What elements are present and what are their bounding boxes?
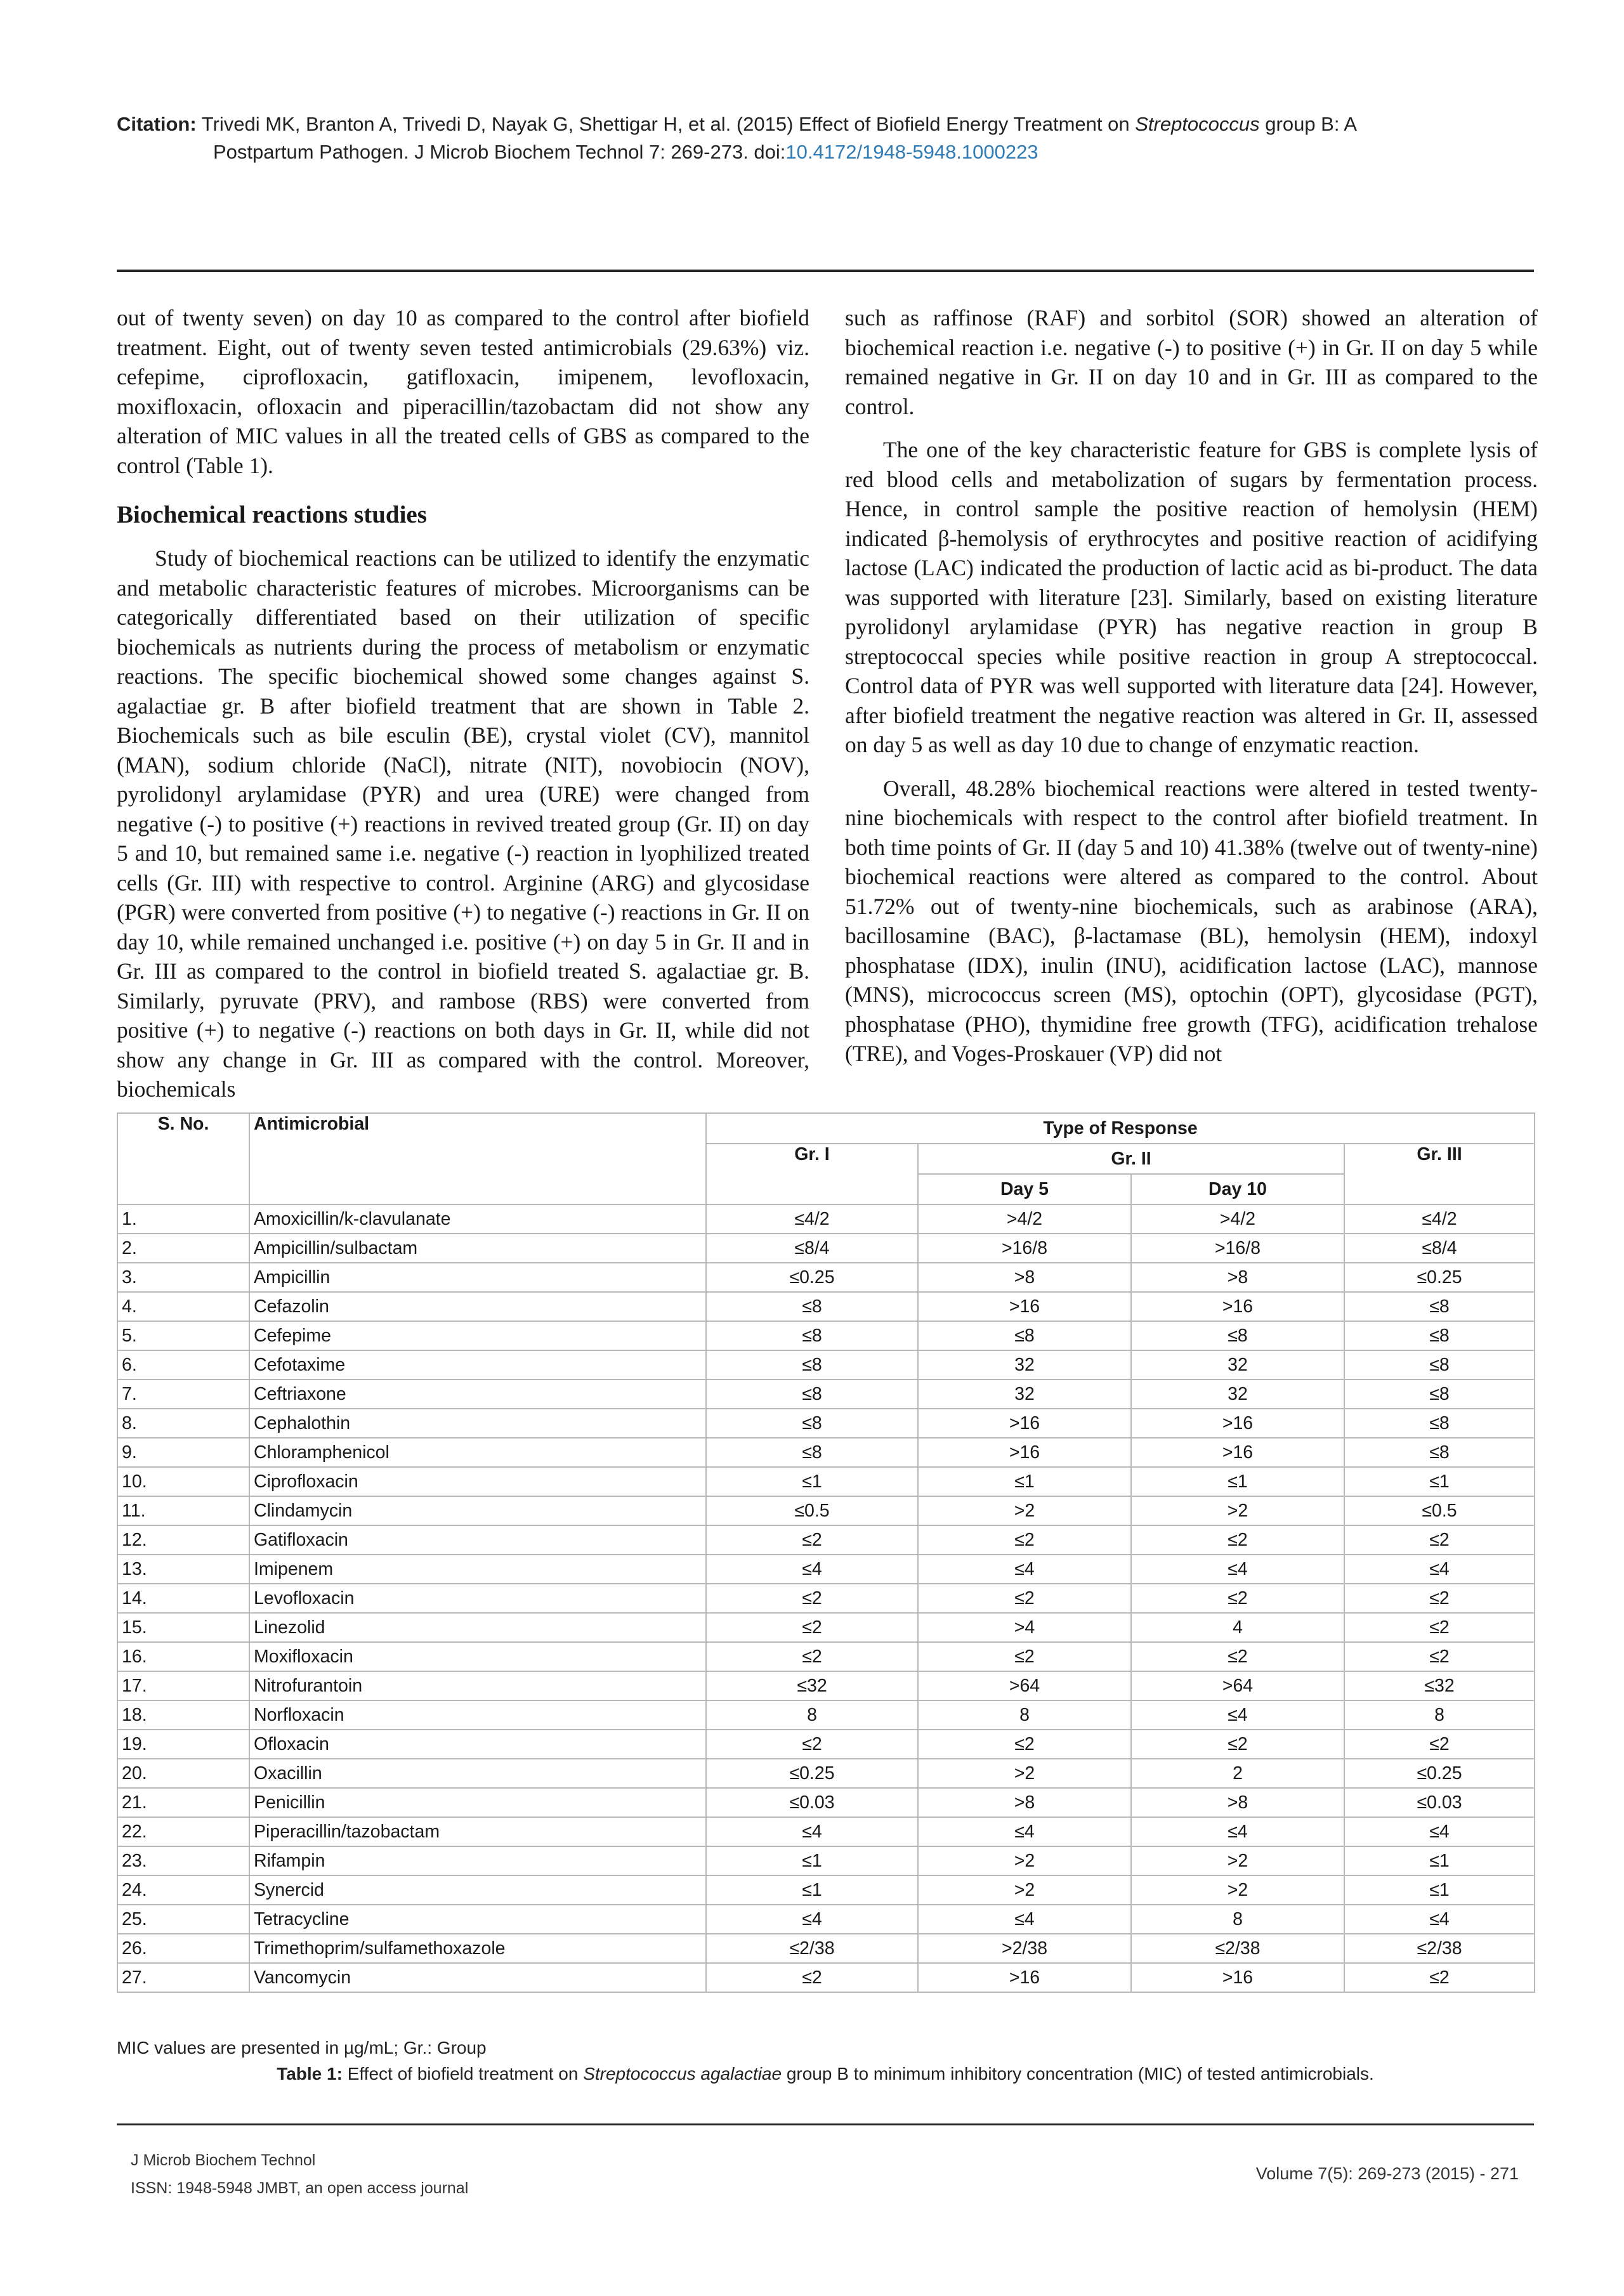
sno-cell: 26. bbox=[117, 1934, 249, 1963]
table-row bbox=[117, 1292, 1535, 1321]
gr1-cell: ≤8 bbox=[706, 1409, 918, 1438]
antimicrobial-cell: Vancomycin bbox=[249, 1963, 706, 1992]
gr2-day5-cell: ≤2 bbox=[918, 1730, 1131, 1759]
gr3-cell: ≤2 bbox=[1344, 1963, 1535, 1992]
gr2-day5-cell: >16/8 bbox=[918, 1234, 1131, 1263]
gr2-day5-cell: >4/2 bbox=[918, 1204, 1131, 1234]
gr2-day5-cell: >16 bbox=[918, 1963, 1131, 1992]
gr3-cell: ≤0.03 bbox=[1344, 1788, 1535, 1817]
gr3-cell: ≤4 bbox=[1344, 1555, 1535, 1584]
sno-cell: 12. bbox=[117, 1525, 249, 1555]
mic-table bbox=[117, 1112, 1535, 1993]
gr2-day5-cell: ≤2 bbox=[918, 1584, 1131, 1613]
table-row bbox=[117, 1934, 1535, 1963]
doi-link[interactable]: 10.4172/1948-5948.1000223 bbox=[785, 141, 1038, 163]
gr2-day10-cell: ≤1 bbox=[1131, 1467, 1344, 1496]
gr3-cell: 8 bbox=[1344, 1700, 1535, 1730]
antimicrobial-cell: Piperacillin/tazobactam bbox=[249, 1817, 706, 1846]
gr1-cell: ≤1 bbox=[706, 1875, 918, 1905]
gr3-cell: ≤2 bbox=[1344, 1584, 1535, 1613]
gr2-day10-cell: 32 bbox=[1131, 1350, 1344, 1380]
gr2-day10-cell: ≤2/38 bbox=[1131, 1934, 1344, 1963]
gr3-cell: ≤4 bbox=[1344, 1817, 1535, 1846]
gr1-cell: ≤8 bbox=[706, 1292, 918, 1321]
antimicrobial-cell: Linezolid bbox=[249, 1613, 706, 1642]
gr2-day5-cell: >8 bbox=[918, 1788, 1131, 1817]
header-day5: Day 5 bbox=[918, 1174, 1131, 1204]
gr3-cell: ≤0.25 bbox=[1344, 1759, 1535, 1788]
gr2-day5-cell: ≤4 bbox=[918, 1555, 1131, 1584]
gr2-day10-cell: ≤4 bbox=[1131, 1700, 1344, 1730]
gr2-day10-cell: >4/2 bbox=[1131, 1204, 1344, 1234]
gr2-day5-cell: >4 bbox=[918, 1613, 1131, 1642]
table-row bbox=[117, 1263, 1535, 1292]
sno-cell: 10. bbox=[117, 1467, 249, 1496]
gr2-day5-cell: 8 bbox=[918, 1700, 1131, 1730]
left-column bbox=[117, 303, 809, 1104]
table-row bbox=[117, 1234, 1535, 1263]
gr2-day10-cell: >8 bbox=[1131, 1263, 1344, 1292]
gr1-cell: ≤2 bbox=[706, 1613, 918, 1642]
gr2-day5-cell: >16 bbox=[918, 1409, 1131, 1438]
sno-cell: 24. bbox=[117, 1875, 249, 1905]
gr1-cell: ≤8/4 bbox=[706, 1234, 918, 1263]
gr3-cell: ≤2 bbox=[1344, 1525, 1535, 1555]
sno-cell: 18. bbox=[117, 1700, 249, 1730]
table-row bbox=[117, 1438, 1535, 1467]
table-row bbox=[117, 1759, 1535, 1788]
gr1-cell: ≤8 bbox=[706, 1380, 918, 1409]
antimicrobial-cell: Ampicillin/sulbactam bbox=[249, 1234, 706, 1263]
header-day10: Day 10 bbox=[1131, 1174, 1344, 1204]
sno-cell: 7. bbox=[117, 1380, 249, 1409]
citation-label: Citation: bbox=[117, 113, 197, 135]
antimicrobial-cell: Rifampin bbox=[249, 1846, 706, 1875]
table-caption bbox=[117, 2064, 1534, 2084]
gr2-day5-cell: >2 bbox=[918, 1846, 1131, 1875]
table-row bbox=[117, 1613, 1535, 1642]
antimicrobial-cell: Synercid bbox=[249, 1875, 706, 1905]
sno-cell: 21. bbox=[117, 1788, 249, 1817]
gr3-cell: ≤0.5 bbox=[1344, 1496, 1535, 1525]
gr2-day5-cell: ≤2 bbox=[918, 1642, 1131, 1671]
caption-italic: Streptococcus agalactiae bbox=[583, 2064, 782, 2084]
sno-cell: 15. bbox=[117, 1613, 249, 1642]
citation-line2: Postpartum Pathogen. J Microb Biochem Technol 7: 269-273. doi: bbox=[213, 141, 786, 163]
citation bbox=[117, 110, 1538, 166]
gr2-day5-cell: ≤4 bbox=[918, 1817, 1131, 1846]
antimicrobial-cell: Levofloxacin bbox=[249, 1584, 706, 1613]
gr1-cell: ≤2 bbox=[706, 1730, 918, 1759]
gr2-day5-cell: >16 bbox=[918, 1438, 1131, 1467]
antimicrobial-cell: Ampicillin bbox=[249, 1263, 706, 1292]
gr1-cell: ≤0.03 bbox=[706, 1788, 918, 1817]
citation-line1-end: group B: A bbox=[1259, 113, 1358, 135]
table-row bbox=[117, 1525, 1535, 1555]
gr1-cell: ≤4 bbox=[706, 1817, 918, 1846]
table-row bbox=[117, 1846, 1535, 1875]
gr2-day5-cell: ≤8 bbox=[918, 1321, 1131, 1350]
caption-pre: Effect of biofield treatment on bbox=[342, 2064, 584, 2084]
gr2-day10-cell: >16 bbox=[1131, 1409, 1344, 1438]
table-1 bbox=[117, 1112, 1534, 1993]
gr2-day10-cell: >16 bbox=[1131, 1292, 1344, 1321]
gr2-day5-cell: ≤2 bbox=[918, 1525, 1131, 1555]
gr2-day10-cell: ≤4 bbox=[1131, 1555, 1344, 1584]
gr2-day10-cell: 4 bbox=[1131, 1613, 1344, 1642]
sno-cell: 25. bbox=[117, 1905, 249, 1934]
antimicrobial-cell: Nitrofurantoin bbox=[249, 1671, 706, 1700]
table-row bbox=[117, 1350, 1535, 1380]
gr3-cell: ≤1 bbox=[1344, 1467, 1535, 1496]
caption-label: Table 1: bbox=[277, 2064, 343, 2084]
gr1-cell: ≤4/2 bbox=[706, 1204, 918, 1234]
right-paragraph-1: such as raffinose (RAF) and sorbitol (SOR) showed an alteration of biochemical reaction i.e. negative (-) to positive (+) in Gr. II on day 5 while remained negative in Gr. II on day 10 and in Gr. III as compared to the control. bbox=[845, 305, 1538, 419]
footer-rule bbox=[117, 2123, 1534, 2125]
table-row bbox=[117, 1817, 1535, 1846]
gr2-day5-cell: >8 bbox=[918, 1263, 1131, 1292]
sno-cell: 2. bbox=[117, 1234, 249, 1263]
gr3-cell: ≤2 bbox=[1344, 1613, 1535, 1642]
gr1-cell: ≤2/38 bbox=[706, 1934, 918, 1963]
gr3-cell: ≤8 bbox=[1344, 1321, 1535, 1350]
gr3-cell: ≤1 bbox=[1344, 1846, 1535, 1875]
sno-cell: 27. bbox=[117, 1963, 249, 1992]
table-row bbox=[117, 1555, 1535, 1584]
table-body bbox=[117, 1204, 1535, 1992]
caption-post: group B to minimum inhibitory concentration (MIC) of tested antimicrobials. bbox=[782, 2064, 1374, 2084]
antimicrobial-cell: Chloramphenicol bbox=[249, 1438, 706, 1467]
sno-cell: 13. bbox=[117, 1555, 249, 1584]
gr3-cell: ≤4/2 bbox=[1344, 1204, 1535, 1234]
table-row bbox=[117, 1788, 1535, 1817]
table-row bbox=[117, 1321, 1535, 1350]
gr1-cell: ≤2 bbox=[706, 1584, 918, 1613]
gr2-day5-cell: >2 bbox=[918, 1875, 1131, 1905]
left-paragraph-1: out of twenty seven) on day 10 as compared to the control after biofield treatment. Eight, out of twenty seven tested antimicrobials (29.63%) viz. cefepime, ciprofloxacin, gatifloxacin, imipenem, levofloxacin, moxifloxacin, ofloxacin and piperacillin/tazobactam did not show any alteration of MIC values in all the treated cells of GBS as compared to the control (Table 1). bbox=[117, 305, 809, 478]
antimicrobial-cell: Norfloxacin bbox=[249, 1700, 706, 1730]
gr2-day10-cell: ≤2 bbox=[1131, 1584, 1344, 1613]
gr3-cell: ≤8 bbox=[1344, 1350, 1535, 1380]
gr2-day5-cell: 32 bbox=[918, 1350, 1131, 1380]
sno-cell: 11. bbox=[117, 1496, 249, 1525]
antimicrobial-cell: Cefepime bbox=[249, 1321, 706, 1350]
gr2-day10-cell: 2 bbox=[1131, 1759, 1344, 1788]
sno-cell: 6. bbox=[117, 1350, 249, 1380]
table-row bbox=[117, 1963, 1535, 1992]
sno-cell: 4. bbox=[117, 1292, 249, 1321]
gr2-day10-cell: >2 bbox=[1131, 1846, 1344, 1875]
gr1-cell: ≤4 bbox=[706, 1905, 918, 1934]
gr2-day5-cell: >2 bbox=[918, 1496, 1131, 1525]
sno-cell: 9. bbox=[117, 1438, 249, 1467]
header-rule bbox=[117, 270, 1534, 272]
gr2-day10-cell: 32 bbox=[1131, 1380, 1344, 1409]
gr1-cell: ≤2 bbox=[706, 1642, 918, 1671]
footer-left bbox=[131, 2146, 468, 2202]
gr2-day10-cell: ≤2 bbox=[1131, 1525, 1344, 1555]
sno-cell: 20. bbox=[117, 1759, 249, 1788]
table-row bbox=[117, 1905, 1535, 1934]
antimicrobial-cell: Ciprofloxacin bbox=[249, 1467, 706, 1496]
gr3-cell: ≤4 bbox=[1344, 1905, 1535, 1934]
antimicrobial-cell: Imipenem bbox=[249, 1555, 706, 1584]
gr1-cell: ≤4 bbox=[706, 1555, 918, 1584]
gr2-day10-cell: >16/8 bbox=[1131, 1234, 1344, 1263]
antimicrobial-cell: Ceftriaxone bbox=[249, 1380, 706, 1409]
gr2-day10-cell: 8 bbox=[1131, 1905, 1344, 1934]
gr3-cell: ≤2 bbox=[1344, 1642, 1535, 1671]
header-gr2: Gr. II bbox=[918, 1144, 1344, 1174]
gr2-day10-cell: >64 bbox=[1131, 1671, 1344, 1700]
footer-journal: J Microb Biochem Technol bbox=[131, 2151, 316, 2169]
right-column bbox=[845, 303, 1538, 1069]
antimicrobial-cell: Moxifloxacin bbox=[249, 1642, 706, 1671]
sno-cell: 19. bbox=[117, 1730, 249, 1759]
gr1-cell: 8 bbox=[706, 1700, 918, 1730]
table-row bbox=[117, 1496, 1535, 1525]
table-row bbox=[117, 1875, 1535, 1905]
header-antimicrobial: Antimicrobial bbox=[249, 1113, 706, 1204]
header-gr1: Gr. I bbox=[706, 1144, 918, 1204]
gr2-day5-cell: >2/38 bbox=[918, 1934, 1131, 1963]
antimicrobial-cell: Cefotaxime bbox=[249, 1350, 706, 1380]
sno-cell: 5. bbox=[117, 1321, 249, 1350]
left-paragraph-2: Study of biochemical reactions can be utilized to identify the enzymatic and metabolic characteristic features of microbes. Microorganisms can be categorically differentiated based on their utilization of specific biochemicals as nutrients during the process of metabolism or enzymatic reactions. The specific biochemical showed some changes against S. agalactiae gr. B after biofield treatment that are shown in Table 2. Biochemicals such as bile esculin (BE), crystal violet (CV), mannitol (MAN), sodium chloride (NaCl), nitrate (NIT), novobiocin (NOV), pyrolidonyl arylamidase (PYR) and urea (URE) were changed from negative (-) to positive (+) reactions in revived treated group (Gr. II) on day 5 and 10, but remained same i.e. negative (-) reaction in lyophilized treated cells (Gr. III) with respective to control. Arginine (ARG) and glycosidase (PGR) were converted from positive (+) to negative (-) reactions in Gr. II on day 10, while remained unchanged i.e. positive (+) on day 5 in Gr. II and in Gr. III as compared to the control in biofield treated S. agalactiae gr. B. Similarly, pyruvate (PRV), and rambose (RBS) were converted from positive (+) to negative (-) reactions on both days in Gr. II, while did not show any change in Gr. III as compared with the control. Moreover, biochemicals bbox=[117, 545, 809, 1102]
gr2-day5-cell: ≤1 bbox=[918, 1467, 1131, 1496]
gr2-day10-cell: >2 bbox=[1131, 1496, 1344, 1525]
gr2-day5-cell: >2 bbox=[918, 1759, 1131, 1788]
gr2-day5-cell: 32 bbox=[918, 1380, 1131, 1409]
table-row bbox=[117, 1584, 1535, 1613]
gr1-cell: ≤2 bbox=[706, 1963, 918, 1992]
gr3-cell: ≤8 bbox=[1344, 1292, 1535, 1321]
gr2-day10-cell: ≤2 bbox=[1131, 1730, 1344, 1759]
sno-cell: 14. bbox=[117, 1584, 249, 1613]
antimicrobial-cell: Tetracycline bbox=[249, 1905, 706, 1934]
gr3-cell: ≤32 bbox=[1344, 1671, 1535, 1700]
gr1-cell: ≤1 bbox=[706, 1467, 918, 1496]
gr1-cell: ≤0.5 bbox=[706, 1496, 918, 1525]
sno-cell: 8. bbox=[117, 1409, 249, 1438]
gr2-day5-cell: >64 bbox=[918, 1671, 1131, 1700]
gr2-day10-cell: >8 bbox=[1131, 1788, 1344, 1817]
footer-issn: ISSN: 1948-5948 JMBT, an open access journal bbox=[131, 2179, 469, 2197]
table-row bbox=[117, 1700, 1535, 1730]
gr2-day10-cell: >2 bbox=[1131, 1875, 1344, 1905]
antimicrobial-cell: Ofloxacin bbox=[249, 1730, 706, 1759]
table-row bbox=[117, 1642, 1535, 1671]
gr3-cell: ≤8 bbox=[1344, 1409, 1535, 1438]
gr1-cell: ≤8 bbox=[706, 1438, 918, 1467]
right-paragraph-3: Overall, 48.28% biochemical reactions were altered in tested twenty-nine biochemicals with respect to the control after biofield treatment. In both time points of Gr. II (day 5 and 10) 41.38% (twelve out of twenty-nine) biochemical reactions were altered as compared to the control. About 51.72% out of twenty-nine biochemicals, such as arabinose (ARA), bacillosamine (BAC), β-lactamase (BL), hemolysin (HEM), indoxyl phosphatase (IDX), inulin (INU), acidification lactose (LAC), mannose (MNS), micrococcus screen (MS), optochin (OPT), glycosidase (PGT), phosphatase (PHO), thymidine free growth (TFG), acidification trehalose (TRE), and Voges-Proskauer (VP) did not bbox=[845, 775, 1538, 1066]
footer-volume: Volume 7(5): 269-273 (2015) - 271 bbox=[1255, 2164, 1519, 2183]
gr3-cell: ≤1 bbox=[1344, 1875, 1535, 1905]
gr3-cell: ≤8/4 bbox=[1344, 1234, 1535, 1263]
gr1-cell: ≤0.25 bbox=[706, 1263, 918, 1292]
table-row bbox=[117, 1204, 1535, 1234]
gr1-cell: ≤8 bbox=[706, 1321, 918, 1350]
gr1-cell: ≤8 bbox=[706, 1350, 918, 1380]
gr1-cell: ≤0.25 bbox=[706, 1759, 918, 1788]
antimicrobial-cell: Cefazolin bbox=[249, 1292, 706, 1321]
antimicrobial-cell: Amoxicillin/k-clavulanate bbox=[249, 1204, 706, 1234]
sno-cell: 3. bbox=[117, 1263, 249, 1292]
table-row bbox=[117, 1730, 1535, 1759]
table-row bbox=[117, 1671, 1535, 1700]
gr2-day10-cell: ≤8 bbox=[1131, 1321, 1344, 1350]
gr2-day10-cell: ≤4 bbox=[1131, 1817, 1344, 1846]
section-heading: Biochemical reactions studies bbox=[117, 501, 427, 528]
sno-cell: 23. bbox=[117, 1846, 249, 1875]
table-row bbox=[117, 1467, 1535, 1496]
sno-cell: 16. bbox=[117, 1642, 249, 1671]
antimicrobial-cell: Gatifloxacin bbox=[249, 1525, 706, 1555]
citation-italic: Streptococcus bbox=[1135, 113, 1260, 135]
gr1-cell: ≤32 bbox=[706, 1671, 918, 1700]
gr3-cell: ≤2/38 bbox=[1344, 1934, 1535, 1963]
sno-cell: 22. bbox=[117, 1817, 249, 1846]
header-sno: S. No. bbox=[117, 1113, 249, 1204]
gr1-cell: ≤1 bbox=[706, 1846, 918, 1875]
right-paragraph-2: The one of the key characteristic feature for GBS is complete lysis of red blood cells and metabolization of sugars by fermentation process. Hence, in control sample the positive reaction of hemolysin (HEM) indicated β-hemolysis of erythrocytes and positive reaction of acidifying lactose (LAC) indicated the production of lactic acid as bi-product. The data was supported with literature [23]. Similarly, based on existing literature pyrolidonyl arylamidase (PYR) has negative reaction in group B streptococcal species while positive reaction in group A streptococcal. Control data of PYR was well supported with literature data [24]. However, after biofield treatment the negative reaction was altered in Gr. II, assessed on day 5 as well as day 10 due to change of enzymatic reaction. bbox=[845, 437, 1538, 757]
gr3-cell: ≤2 bbox=[1344, 1730, 1535, 1759]
gr3-cell: ≤8 bbox=[1344, 1380, 1535, 1409]
citation-line1: Trivedi MK, Branton A, Trivedi D, Nayak G, Shettigar H, et al. (2015) Effect of Biofield Energy Treatment on bbox=[201, 113, 1136, 135]
gr2-day10-cell: >16 bbox=[1131, 1963, 1344, 1992]
header-gr3: Gr. III bbox=[1344, 1144, 1535, 1204]
gr2-day10-cell: >16 bbox=[1131, 1438, 1344, 1467]
antimicrobial-cell: Penicillin bbox=[249, 1788, 706, 1817]
antimicrobial-cell: Oxacillin bbox=[249, 1759, 706, 1788]
table-row bbox=[117, 1380, 1535, 1409]
antimicrobial-cell: Cephalothin bbox=[249, 1409, 706, 1438]
sno-cell: 1. bbox=[117, 1204, 249, 1234]
sno-cell: 17. bbox=[117, 1671, 249, 1700]
table-row bbox=[117, 1409, 1535, 1438]
antimicrobial-cell: Clindamycin bbox=[249, 1496, 706, 1525]
header-type-of-response: Type of Response bbox=[706, 1113, 1535, 1144]
gr3-cell: ≤8 bbox=[1344, 1438, 1535, 1467]
gr2-day5-cell: >16 bbox=[918, 1292, 1131, 1321]
table-note: MIC values are presented in µg/mL; Gr.: Group bbox=[117, 2038, 487, 2058]
gr2-day10-cell: ≤2 bbox=[1131, 1642, 1344, 1671]
gr3-cell: ≤0.25 bbox=[1344, 1263, 1535, 1292]
gr1-cell: ≤2 bbox=[706, 1525, 918, 1555]
antimicrobial-cell: Trimethoprim/sulfamethoxazole bbox=[249, 1934, 706, 1963]
gr2-day5-cell: ≤4 bbox=[918, 1905, 1131, 1934]
